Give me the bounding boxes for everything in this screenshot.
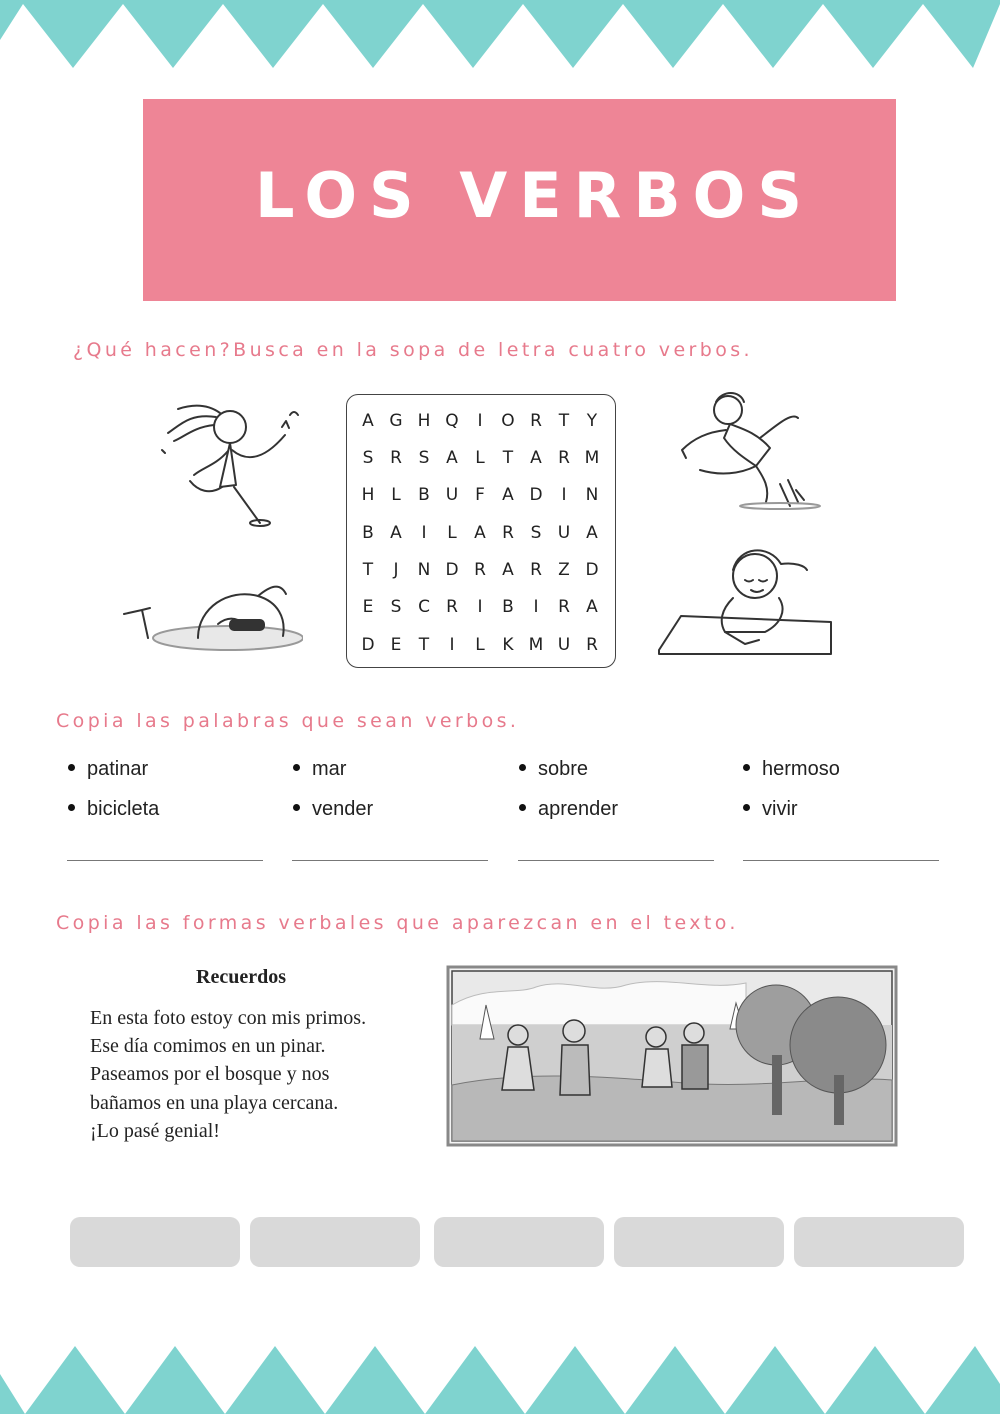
word-search-row: [347, 411, 615, 441]
word-search-letter[interactable]: E: [390, 635, 402, 655]
word-search-letter[interactable]: G: [389, 411, 403, 431]
word-search-letter[interactable]: R: [530, 411, 542, 431]
page-title: LOS VERBOS: [255, 159, 814, 232]
reading-line: bañamos en una playa cercana.: [90, 1092, 339, 1114]
reading-line: En esta foto estoy con mis primos.: [90, 1007, 367, 1029]
word-search-row: [347, 448, 615, 478]
word-search-letter[interactable]: A: [446, 448, 458, 468]
word-option[interactable]: [68, 758, 148, 781]
word-search-letter[interactable]: A: [474, 523, 486, 543]
word-search-letter[interactable]: C: [418, 597, 430, 617]
bullet-icon: [293, 764, 300, 771]
word-option-label: hermoso: [762, 758, 840, 780]
word-option[interactable]: [743, 798, 798, 821]
bullet-icon: [293, 804, 300, 811]
answer-box[interactable]: [70, 1217, 240, 1267]
word-option[interactable]: [293, 758, 346, 781]
beach-photo-illustration: [446, 965, 898, 1147]
word-search-letter[interactable]: I: [477, 597, 483, 617]
word-option[interactable]: [293, 798, 373, 821]
word-search-letter[interactable]: H: [417, 411, 431, 431]
word-search-letter[interactable]: T: [502, 448, 514, 468]
word-search-letter[interactable]: R: [586, 635, 598, 655]
top-zigzag-border: [0, 0, 1000, 70]
word-search-row: [347, 597, 615, 627]
word-search-letter[interactable]: R: [530, 560, 542, 580]
word-search-letter[interactable]: U: [557, 635, 571, 655]
word-search-letter[interactable]: D: [529, 485, 543, 505]
word-search-grid: [346, 394, 616, 668]
word-search-letter[interactable]: S: [362, 448, 374, 468]
word-search-row: [347, 635, 615, 665]
word-search-letter[interactable]: T: [558, 411, 570, 431]
word-search-letter[interactable]: R: [474, 560, 486, 580]
reading-line: Paseamos por el bosque y nos: [90, 1063, 330, 1085]
answer-box[interactable]: [250, 1217, 420, 1267]
word-search-letter[interactable]: M: [528, 635, 544, 655]
bullet-icon: [743, 804, 750, 811]
word-option-label: sobre: [538, 758, 589, 780]
word-search-letter[interactable]: L: [447, 523, 457, 543]
bullet-icon: [743, 764, 750, 771]
word-search-letter[interactable]: U: [557, 523, 571, 543]
reading-title: Recuerdos: [196, 966, 286, 988]
dancing-girl-illustration: [150, 395, 310, 530]
word-search-letter[interactable]: K: [502, 635, 514, 655]
word-option[interactable]: [68, 798, 159, 821]
word-search-letter[interactable]: A: [530, 448, 542, 468]
answer-line[interactable]: [67, 860, 263, 861]
swimming-child-illustration: [118, 568, 303, 663]
word-search-letter[interactable]: N: [585, 485, 599, 505]
bullet-icon: [519, 764, 526, 771]
word-search-letter[interactable]: A: [586, 523, 598, 543]
word-search-letter[interactable]: S: [390, 597, 402, 617]
word-search-letter[interactable]: I: [533, 597, 539, 617]
word-search-letter[interactable]: A: [502, 485, 514, 505]
word-search-letter[interactable]: I: [477, 411, 483, 431]
reading-line: ¡Lo pasé genial!: [90, 1120, 220, 1142]
word-search-letter[interactable]: N: [417, 560, 431, 580]
word-search-letter[interactable]: I: [421, 523, 427, 543]
copy-verbs-instruction: Copia las palabras que sean verbos.: [56, 710, 520, 732]
bullet-icon: [519, 804, 526, 811]
word-search-letter[interactable]: A: [390, 523, 402, 543]
word-search-letter[interactable]: R: [390, 448, 402, 468]
answer-box[interactable]: [614, 1217, 784, 1267]
word-search-letter[interactable]: U: [445, 485, 459, 505]
word-search-letter[interactable]: I: [449, 635, 455, 655]
word-search-letter[interactable]: R: [558, 597, 570, 617]
word-search-letter[interactable]: S: [418, 448, 430, 468]
word-search-letter[interactable]: D: [445, 560, 459, 580]
word-search-letter[interactable]: Q: [445, 411, 459, 431]
word-search-letter[interactable]: R: [502, 523, 514, 543]
answer-line[interactable]: [743, 860, 939, 861]
word-search-letter[interactable]: M: [584, 448, 600, 468]
word-search-row: [347, 523, 615, 553]
word-option-label: mar: [312, 758, 347, 780]
word-search-letter[interactable]: L: [475, 448, 485, 468]
answer-box[interactable]: [434, 1217, 604, 1267]
word-search-letter[interactable]: J: [393, 560, 399, 580]
word-option-label: bicicleta: [87, 798, 160, 820]
writing-child-illustration: [655, 540, 835, 658]
word-search-letter[interactable]: D: [361, 635, 375, 655]
word-search-letter[interactable]: T: [362, 560, 374, 580]
word-search-letter[interactable]: R: [446, 597, 458, 617]
word-search-letter[interactable]: E: [362, 597, 374, 617]
word-search-letter[interactable]: A: [586, 597, 598, 617]
word-search-letter[interactable]: Y: [586, 411, 598, 431]
word-option-label: vender: [312, 798, 374, 820]
word-search-letter[interactable]: B: [362, 523, 374, 543]
bullet-icon: [68, 804, 75, 811]
answer-line[interactable]: [518, 860, 714, 861]
word-search-letter[interactable]: A: [362, 411, 374, 431]
word-search-letter[interactable]: B: [418, 485, 430, 505]
word-search-letter[interactable]: S: [530, 523, 542, 543]
word-search-letter[interactable]: H: [361, 485, 375, 505]
word-option[interactable]: [743, 758, 840, 781]
word-option[interactable]: [519, 798, 618, 821]
bullet-icon: [68, 764, 75, 771]
word-search-letter[interactable]: A: [502, 560, 514, 580]
wordsearch-instruction: ¿Qué hacen?Busca en la sopa de letra cuatro verbos.: [73, 339, 753, 361]
word-option-label: patinar: [87, 758, 149, 780]
word-search-letter[interactable]: R: [558, 448, 570, 468]
word-option-label: vivir: [762, 798, 798, 820]
word-search-row: [347, 560, 615, 590]
bottom-zigzag-border: [0, 1344, 1000, 1414]
word-search-letter[interactable]: O: [501, 411, 515, 431]
word-search-letter[interactable]: L: [391, 485, 401, 505]
word-search-letter[interactable]: D: [585, 560, 599, 580]
title-banner: [143, 99, 896, 301]
word-search-letter[interactable]: T: [418, 635, 430, 655]
word-option-label: aprender: [538, 798, 619, 820]
answer-box[interactable]: [794, 1217, 964, 1267]
jumping-boy-illustration: [660, 388, 830, 513]
word-search-letter[interactable]: F: [475, 485, 485, 505]
word-search-letter[interactable]: B: [502, 597, 514, 617]
word-option[interactable]: [519, 758, 588, 781]
reading-line: Ese día comimos en un pinar.: [90, 1035, 326, 1057]
copy-forms-instruction: Copia las formas verbales que aparezcan en el texto.: [56, 912, 739, 934]
word-search-letter[interactable]: Z: [558, 560, 570, 580]
answer-line[interactable]: [292, 860, 488, 861]
word-search-letter[interactable]: L: [475, 635, 485, 655]
word-search-letter[interactable]: I: [561, 485, 567, 505]
word-search-row: [347, 485, 615, 515]
